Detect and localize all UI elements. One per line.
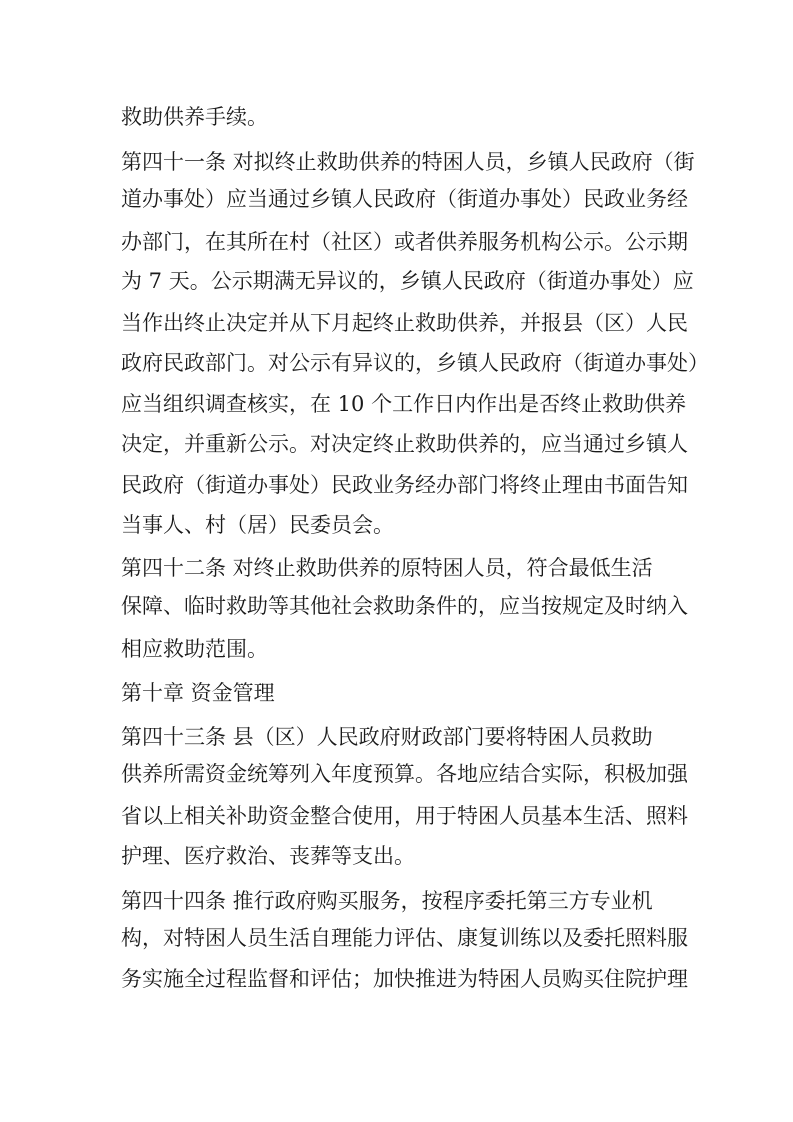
text-line: 相应救助范围。 bbox=[121, 637, 268, 661]
text-line: 道办事处）应当通过乡镇人民政府（街道办事处）民政业务经 bbox=[121, 187, 688, 211]
text-line: 当作出终止决定并从下月起终止救助供养，并报县（区）人民 bbox=[121, 311, 688, 335]
text-line: 救助供养手续。 bbox=[121, 105, 268, 129]
text-line: 构，对特困人员生活自理能力评估、康复训练以及委托照料服 bbox=[121, 926, 688, 950]
text-line: 当事人、村（居）民委员会。 bbox=[121, 513, 394, 537]
text-line: 为 7 天。公示期满无异议的，乡镇人民政府（街道办事处）应 bbox=[121, 269, 694, 293]
text-line: 办部门，在其所在村（社区）或者供养服务机构公示。公示期 bbox=[121, 230, 688, 254]
text-line: 应当组织调查核实，在 10 个工作日内作出是否终止救助供养 bbox=[121, 392, 687, 416]
text-line: 供养所需资金统筹列入年度预算。各地应结合实际，积极加强 bbox=[121, 762, 688, 786]
text-line: 政府民政部门。对公示有异议的，乡镇人民政府（街道办事处） bbox=[121, 351, 709, 375]
text-line: 决定，并重新公示。对决定终止救助供养的，应当通过乡镇人 bbox=[121, 432, 688, 456]
text-line: 务实施全过程监督和评估；加快推进为特困人员购买住院护理 bbox=[121, 967, 688, 991]
text-line: 保障、临时救助等其他社会救助条件的，应当按规定及时纳入 bbox=[121, 594, 688, 618]
text-line: 护理、医疗救治、丧葬等支出。 bbox=[121, 844, 415, 868]
text-line: 第四十三条 县（区）人民政府财政部门要将特困人员救助 bbox=[121, 725, 653, 749]
text-line: 第四十四条 推行政府购买服务，按程序委托第三方专业机 bbox=[121, 889, 653, 913]
text-line: 第四十二条 对终止救助供养的原特困人员，符合最低生活 bbox=[121, 556, 653, 580]
text-line: 第四十一条 对拟终止救助供养的特困人员，乡镇人民政府（街 bbox=[121, 150, 695, 174]
text-line: 民政府（街道办事处）民政业务经办部门将终止理由书面告知 bbox=[121, 473, 688, 497]
text-line: 省以上相关补助资金整合使用，用于特困人员基本生活、照料 bbox=[121, 804, 688, 828]
section-heading: 第十章 资金管理 bbox=[121, 681, 275, 705]
